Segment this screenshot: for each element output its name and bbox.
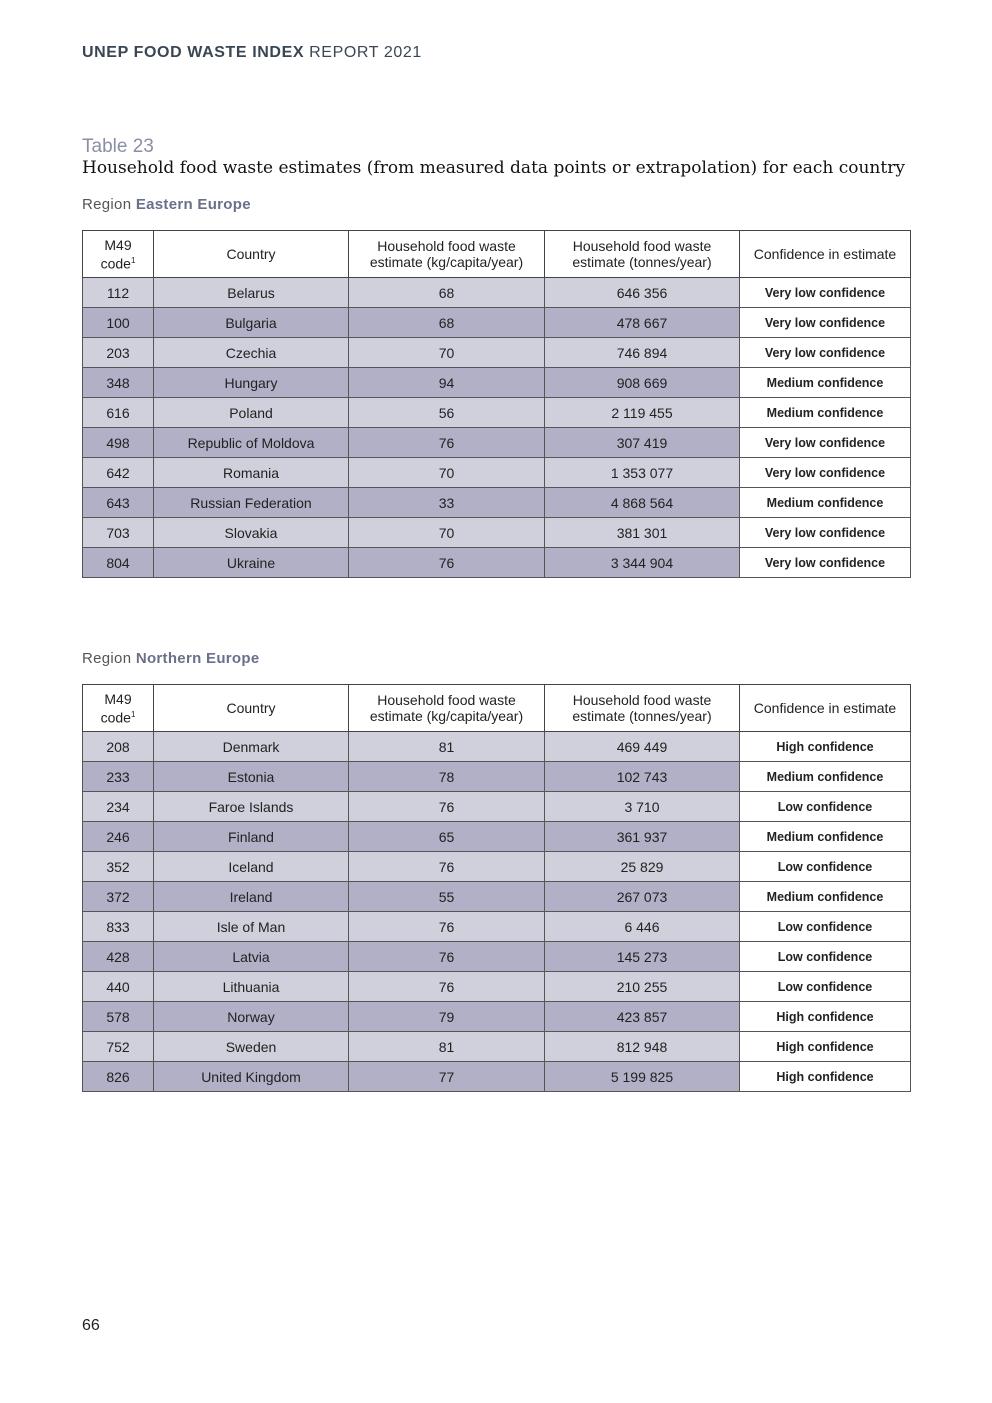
cell-tonnes: 746 894 (545, 338, 740, 368)
report-header-bold: UNEP FOOD WASTE INDEX (82, 44, 305, 61)
cell-country: Ireland (154, 882, 349, 912)
cell-confidence: Medium confidence (740, 762, 911, 792)
table-row (83, 882, 911, 912)
cell-tonnes: 210 255 (545, 972, 740, 1002)
cell-kg-per-capita: 79 (349, 1002, 545, 1032)
cell-tonnes: 267 073 (545, 882, 740, 912)
cell-m49-code: 203 (83, 338, 154, 368)
table-row (83, 368, 911, 398)
table-row (83, 912, 911, 942)
cell-kg-per-capita: 81 (349, 1032, 545, 1062)
cell-m49-code: 616 (83, 398, 154, 428)
header-tonnes: Household food waste estimate (tonnes/year) (545, 231, 740, 278)
cell-confidence: High confidence (740, 1062, 911, 1092)
cell-kg-per-capita: 68 (349, 308, 545, 338)
cell-m49-code: 804 (83, 548, 154, 578)
table-row (83, 732, 911, 762)
cell-kg-per-capita: 77 (349, 1062, 545, 1092)
cell-m49-code: 833 (83, 912, 154, 942)
cell-country: Iceland (154, 852, 349, 882)
eastern-europe-rows (83, 278, 911, 578)
table-row (83, 518, 911, 548)
eastern-europe-table (82, 230, 911, 578)
cell-tonnes: 908 669 (545, 368, 740, 398)
header-m49 (83, 231, 154, 278)
cell-country: Republic of Moldova (154, 428, 349, 458)
table-row (83, 852, 911, 882)
northern-europe-rows (83, 732, 911, 1092)
header-kg: Household food waste estimate (kg/capita/year) (349, 231, 545, 278)
table-row (83, 278, 911, 308)
cell-country: Slovakia (154, 518, 349, 548)
cell-country: United Kingdom (154, 1062, 349, 1092)
cell-country: Isle of Man (154, 912, 349, 942)
table-row (83, 398, 911, 428)
cell-confidence: Low confidence (740, 972, 911, 1002)
cell-kg-per-capita: 76 (349, 852, 545, 882)
cell-country: Denmark (154, 732, 349, 762)
cell-m49-code: 642 (83, 458, 154, 488)
region-label-northern (82, 650, 260, 667)
table-header-row (83, 231, 911, 278)
cell-country: Romania (154, 458, 349, 488)
cell-kg-per-capita: 68 (349, 278, 545, 308)
cell-kg-per-capita: 33 (349, 488, 545, 518)
table-row (83, 338, 911, 368)
cell-m49-code: 703 (83, 518, 154, 548)
cell-confidence: Low confidence (740, 912, 911, 942)
cell-tonnes: 2 119 455 (545, 398, 740, 428)
table-row (83, 942, 911, 972)
footnote-marker: 1 (130, 255, 136, 265)
cell-tonnes: 145 273 (545, 942, 740, 972)
header-kg: Household food waste estimate (kg/capita/year) (349, 685, 545, 732)
header-confidence: Confidence in estimate (740, 231, 911, 278)
table-row (83, 308, 911, 338)
cell-confidence: Low confidence (740, 942, 911, 972)
cell-confidence: Low confidence (740, 852, 911, 882)
header-m49 (83, 685, 154, 732)
header-m49-text: M49 code (100, 236, 132, 272)
cell-kg-per-capita: 76 (349, 548, 545, 578)
cell-tonnes: 812 948 (545, 1032, 740, 1062)
header-tonnes: Household food waste estimate (tonnes/year) (545, 685, 740, 732)
cell-m49-code: 208 (83, 732, 154, 762)
cell-country: Norway (154, 1002, 349, 1032)
cell-tonnes: 4 868 564 (545, 488, 740, 518)
cell-m49-code: 752 (83, 1032, 154, 1062)
cell-country: Finland (154, 822, 349, 852)
cell-country: Hungary (154, 368, 349, 398)
table-row (83, 1032, 911, 1062)
cell-country: Faroe Islands (154, 792, 349, 822)
cell-tonnes: 381 301 (545, 518, 740, 548)
table-row (83, 488, 911, 518)
cell-kg-per-capita: 76 (349, 912, 545, 942)
header-confidence: Confidence in estimate (740, 685, 911, 732)
cell-country: Estonia (154, 762, 349, 792)
cell-tonnes: 3 710 (545, 792, 740, 822)
cell-confidence: Very low confidence (740, 278, 911, 308)
cell-country: Ukraine (154, 548, 349, 578)
cell-kg-per-capita: 55 (349, 882, 545, 912)
cell-m49-code: 440 (83, 972, 154, 1002)
cell-m49-code: 352 (83, 852, 154, 882)
cell-kg-per-capita: 76 (349, 972, 545, 1002)
cell-confidence: Medium confidence (740, 882, 911, 912)
header-country: Country (154, 231, 349, 278)
cell-kg-per-capita: 56 (349, 398, 545, 428)
report-header (82, 44, 422, 62)
cell-confidence: Medium confidence (740, 488, 911, 518)
cell-kg-per-capita: 94 (349, 368, 545, 398)
cell-confidence: Low confidence (740, 792, 911, 822)
cell-tonnes: 5 199 825 (545, 1062, 740, 1092)
cell-country: Belarus (154, 278, 349, 308)
region-name: Northern Europe (135, 650, 260, 667)
cell-m49-code: 348 (83, 368, 154, 398)
table-row (83, 822, 911, 852)
page-number: 66 (82, 1317, 100, 1334)
cell-country: Russian Federation (154, 488, 349, 518)
cell-confidence: Very low confidence (740, 518, 911, 548)
cell-confidence: Very low confidence (740, 308, 911, 338)
cell-kg-per-capita: 76 (349, 792, 545, 822)
cell-country: Sweden (154, 1032, 349, 1062)
cell-confidence: Very low confidence (740, 338, 911, 368)
table-row (83, 458, 911, 488)
header-country: Country (154, 685, 349, 732)
table-row (83, 972, 911, 1002)
cell-kg-per-capita: 76 (349, 428, 545, 458)
cell-m49-code: 643 (83, 488, 154, 518)
cell-tonnes: 307 419 (545, 428, 740, 458)
cell-country: Bulgaria (154, 308, 349, 338)
cell-confidence: High confidence (740, 1032, 911, 1062)
table-row (83, 762, 911, 792)
cell-confidence: High confidence (740, 732, 911, 762)
cell-kg-per-capita: 65 (349, 822, 545, 852)
table-title: Household food waste estimates (from measured data points or extrapolation) for each country (82, 158, 905, 178)
table-row (83, 1002, 911, 1032)
region-prefix: Region (82, 650, 136, 667)
cell-m49-code: 100 (83, 308, 154, 338)
cell-confidence: Very low confidence (740, 458, 911, 488)
cell-confidence: High confidence (740, 1002, 911, 1032)
cell-m49-code: 234 (83, 792, 154, 822)
cell-tonnes: 1 353 077 (545, 458, 740, 488)
cell-m49-code: 112 (83, 278, 154, 308)
region-label-eastern (82, 196, 251, 213)
table-row (83, 548, 911, 578)
cell-country: Latvia (154, 942, 349, 972)
cell-kg-per-capita: 76 (349, 942, 545, 972)
cell-country: Czechia (154, 338, 349, 368)
cell-kg-per-capita: 81 (349, 732, 545, 762)
cell-kg-per-capita: 78 (349, 762, 545, 792)
cell-tonnes: 3 344 904 (545, 548, 740, 578)
region-name: Eastern Europe (135, 196, 251, 213)
cell-tonnes: 423 857 (545, 1002, 740, 1032)
cell-confidence: Medium confidence (740, 822, 911, 852)
cell-confidence: Very low confidence (740, 428, 911, 458)
cell-m49-code: 428 (83, 942, 154, 972)
cell-tonnes: 361 937 (545, 822, 740, 852)
cell-tonnes: 25 829 (545, 852, 740, 882)
cell-confidence: Medium confidence (740, 398, 911, 428)
cell-m49-code: 246 (83, 822, 154, 852)
cell-confidence: Very low confidence (740, 548, 911, 578)
table-row (83, 428, 911, 458)
table-row (83, 792, 911, 822)
northern-europe-table (82, 684, 911, 1092)
table-row (83, 1062, 911, 1092)
report-header-rest: REPORT 2021 (304, 44, 422, 61)
cell-m49-code: 578 (83, 1002, 154, 1032)
header-m49-text: M49 code (100, 690, 132, 726)
cell-country: Poland (154, 398, 349, 428)
cell-tonnes: 6 446 (545, 912, 740, 942)
region-prefix: Region (82, 196, 136, 213)
cell-confidence: Medium confidence (740, 368, 911, 398)
footnote-marker: 1 (130, 709, 136, 719)
cell-country: Lithuania (154, 972, 349, 1002)
cell-tonnes: 478 667 (545, 308, 740, 338)
cell-m49-code: 498 (83, 428, 154, 458)
cell-tonnes: 469 449 (545, 732, 740, 762)
cell-m49-code: 372 (83, 882, 154, 912)
cell-kg-per-capita: 70 (349, 518, 545, 548)
table-label: Table 23 (82, 136, 154, 157)
table-header-row (83, 685, 911, 732)
cell-m49-code: 826 (83, 1062, 154, 1092)
cell-kg-per-capita: 70 (349, 458, 545, 488)
cell-m49-code: 233 (83, 762, 154, 792)
cell-tonnes: 102 743 (545, 762, 740, 792)
cell-tonnes: 646 356 (545, 278, 740, 308)
cell-kg-per-capita: 70 (349, 338, 545, 368)
